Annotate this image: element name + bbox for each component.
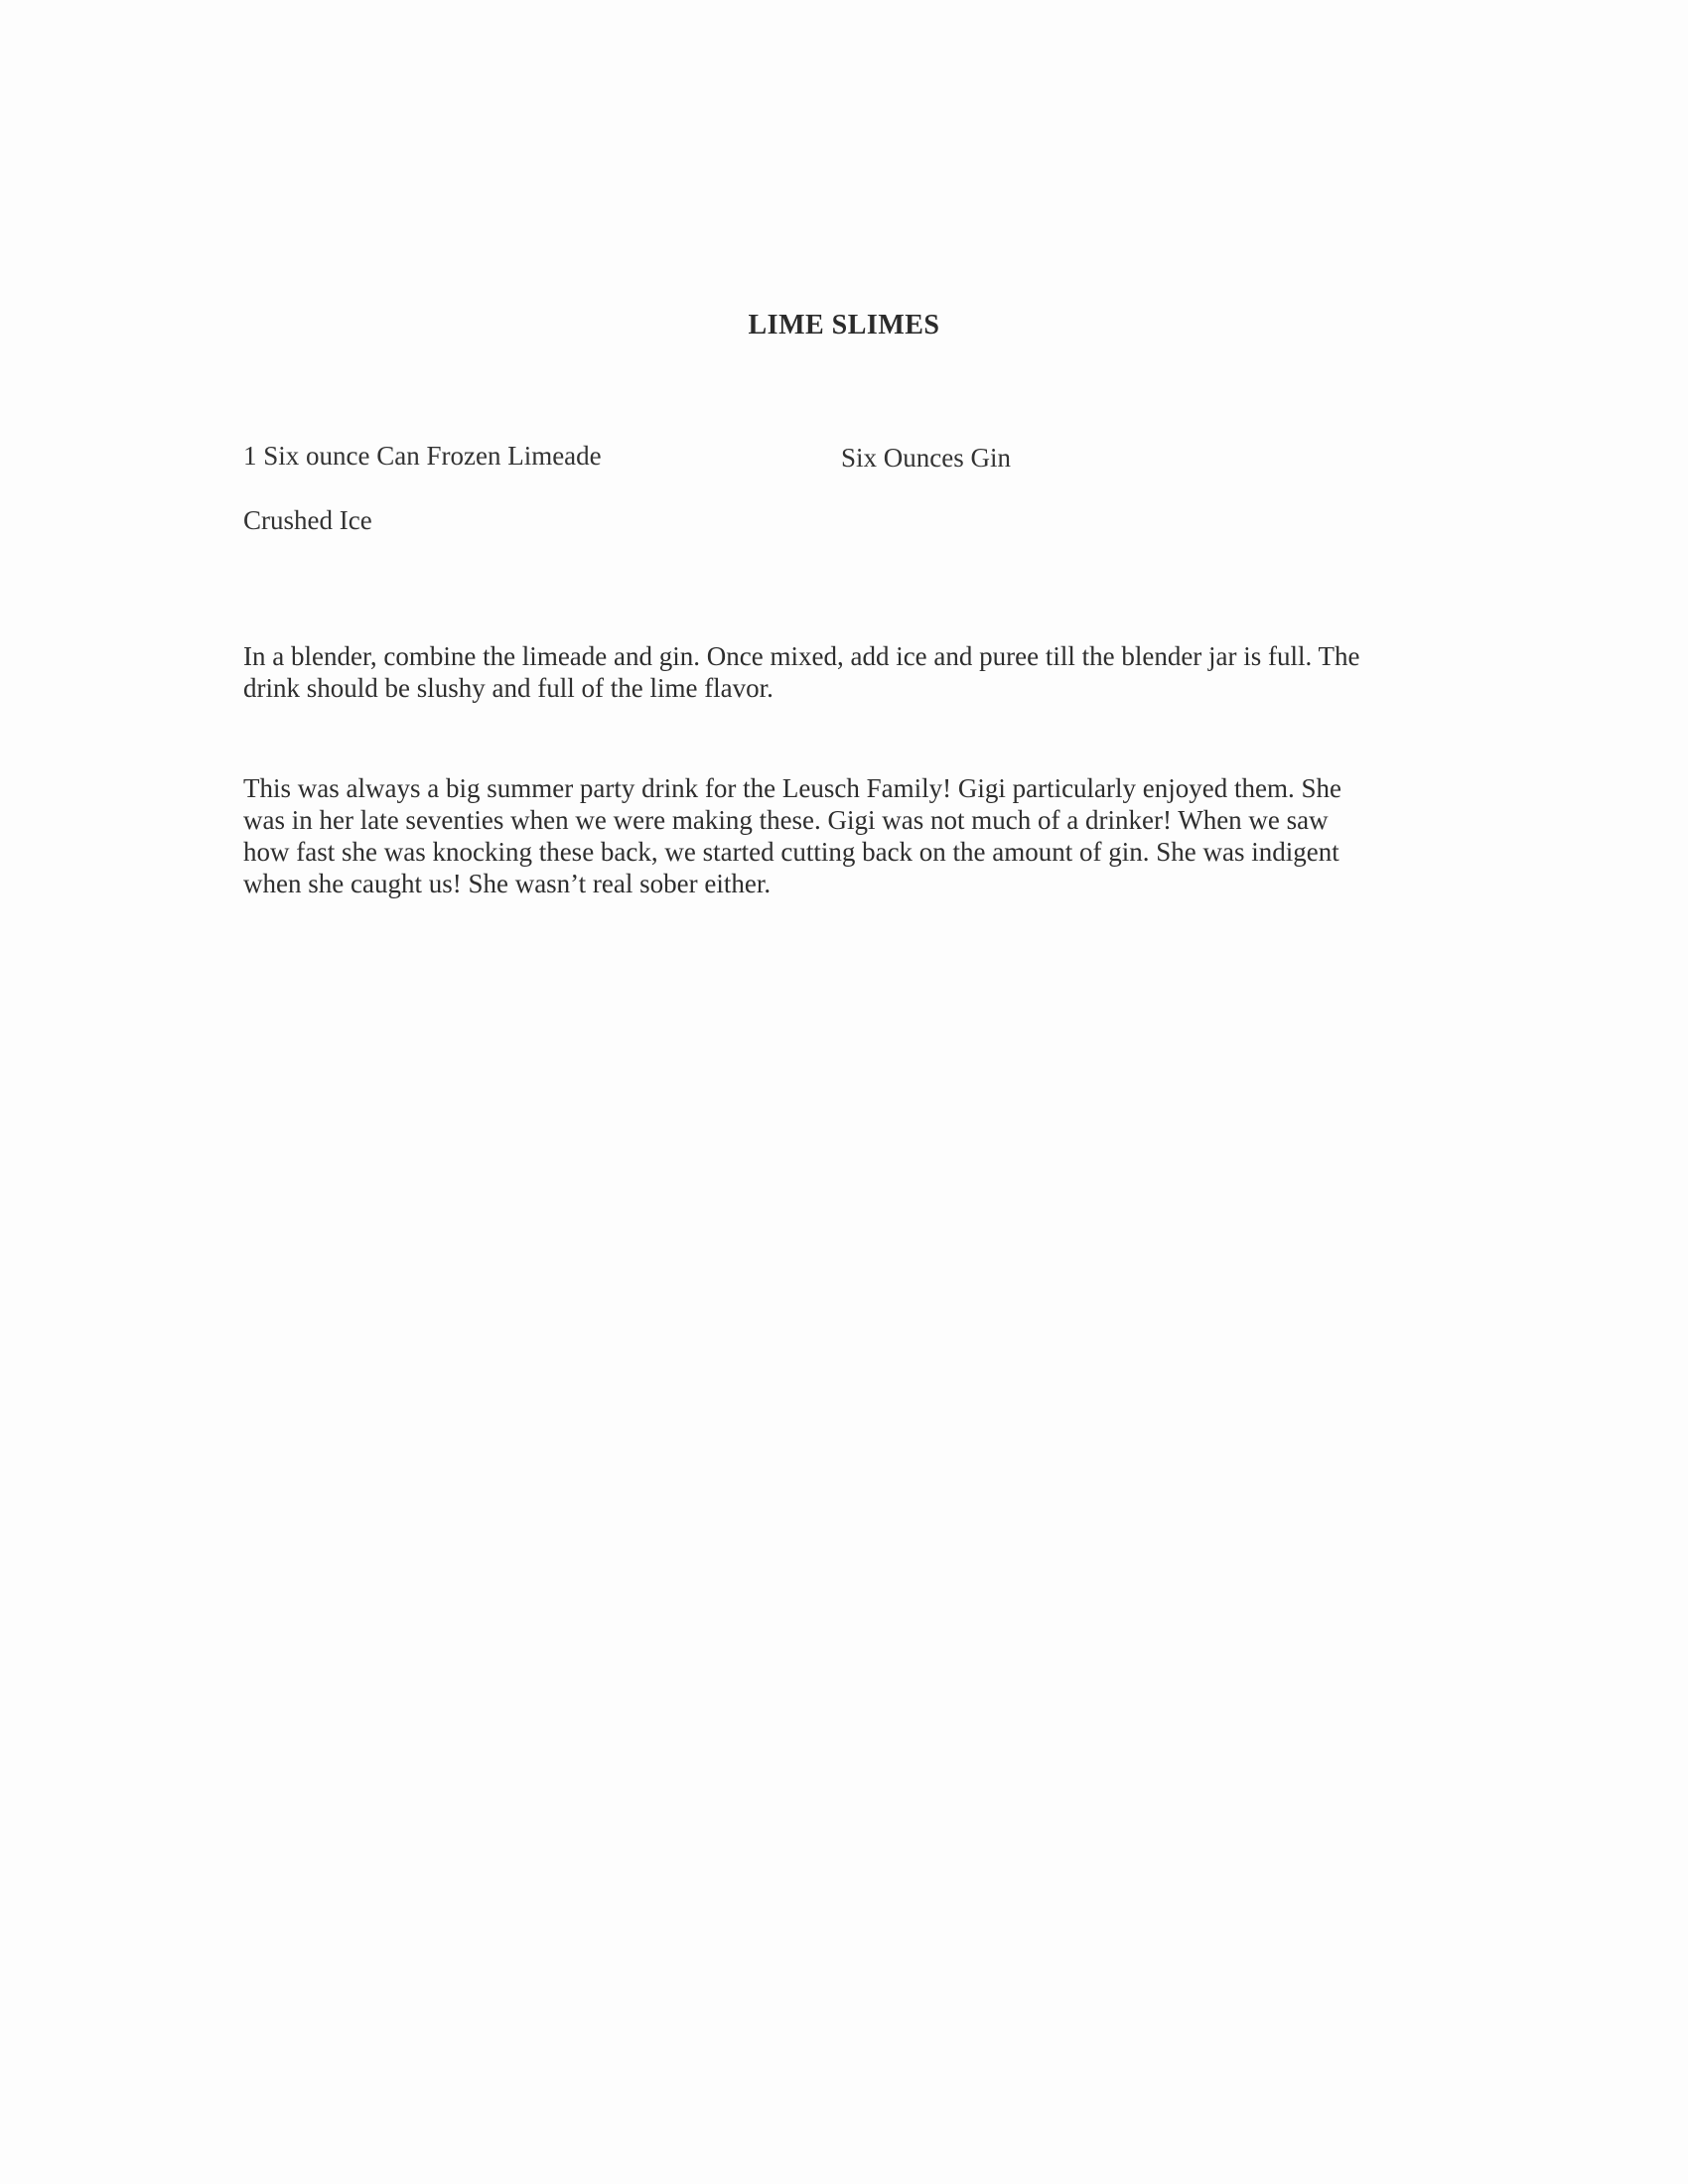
recipe-title: LIME SLIMES xyxy=(748,310,940,341)
story-line: This was always a big summer party drink for the Leusch Family! Gigi particularly enjoyed them. She xyxy=(243,773,1341,803)
directions-line: drink should be slushy and full of the lime flavor. xyxy=(243,673,774,703)
story-line: how fast she was knocking these back, we started cutting back on the amount of gin. She was indigent xyxy=(243,837,1339,867)
story-line: when she caught us! She wasn’t real sober either. xyxy=(243,869,772,898)
directions-paragraph xyxy=(243,640,1455,704)
story-line: was in her late seventies when we were making these. Gigi was not much of a drinker! When we saw xyxy=(243,805,1329,835)
ingredient-gin: Six Ounces Gin xyxy=(841,443,1011,473)
ingredient-limeade: 1 Six ounce Can Frozen Limeade xyxy=(243,441,602,471)
ingredient-ice: Crushed Ice xyxy=(243,505,372,535)
story-paragraph xyxy=(243,772,1455,899)
directions-line: In a blender, combine the limeade and gin. Once mixed, add ice and puree till the blender jar is full. The xyxy=(243,641,1360,671)
